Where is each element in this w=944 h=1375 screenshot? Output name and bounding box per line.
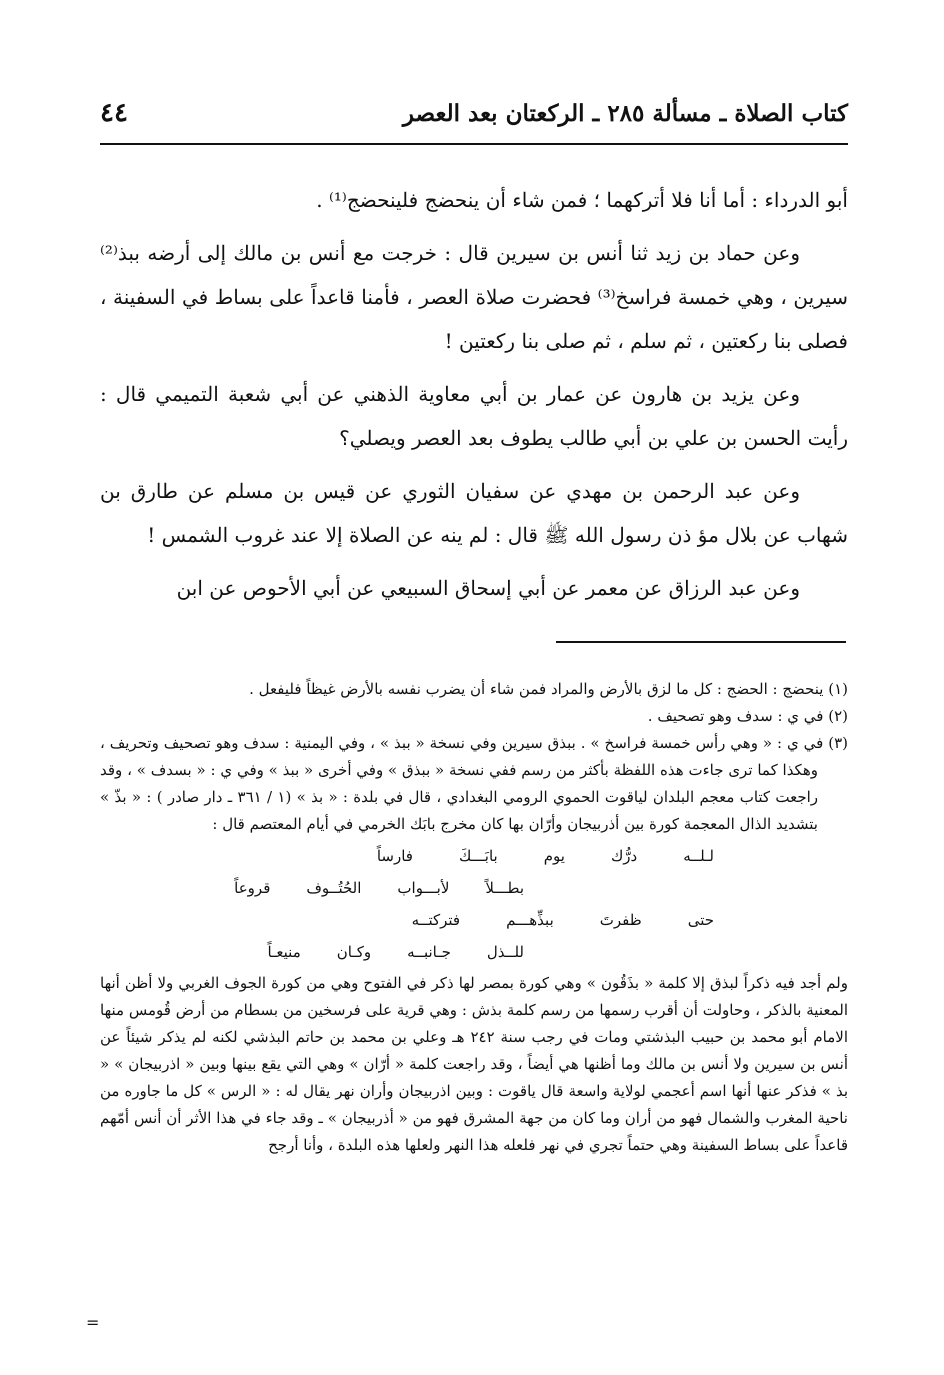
- poem-line: [194, 872, 754, 904]
- poem-line: [194, 904, 754, 936]
- poem-word: لـلــه: [683, 847, 714, 865]
- poem-word: درُّك: [610, 847, 638, 865]
- poem-word: للــذل: [486, 943, 524, 961]
- continuation-mark: =: [86, 1313, 100, 1332]
- header-rule: [100, 143, 848, 145]
- footnote-2: (٢) في ي : سدف وهو تصحيف .: [647, 707, 848, 725]
- poem-word: وكـان: [336, 943, 372, 961]
- footnote-1: (١) ينحضج : الحضج : كل ما لزق بالأرض والمراد فمن شاء أن يضرب نفسه بالأرض غيظاً فليفعل .: [249, 680, 848, 698]
- footnote-3-continued: ولم أجد فيه ذكراً لبذق إلا كلمة « بذَقُون » وهي كورة بمصر لها ذكر في الفتوح وهي من كورة الجوف الغربي ولا أظن أنها المعنية بالذكر ، وحاولت أن أقرب رسمها من رسم كلمة بذش : وهي قرية على فرسخين من بسطام من أرض قُومس منها الامام أبو محمد بن حبيب البذشتي ومات في رجب سنة ٢٤٢ هـ وعلي بن محمد بن حاتم البذشي لكنه لم يذكر شيئاً عن أنس بن سيرين ولا أنس بن مالك وما أظنها هي أيضاً ، وقد راجعت كلمة « أرّان » وهي التي يقع بينها وبين « اذربيجان » « بذ » فذكر عنها أنها اسم أعجمي لولاية واسعة قال ياقوت : وبين اذربيجان وأران نهر يقال له : « الرس » كل ما جاوره من ناحية المغرب والشمال فهو من أران وما كان من جهة المشرق فهو من « أذربيجان » ـ وقد جاء في هذا الأثر أن أنس أمّهم قاعداً على بساط السفينة وهي حتماً تجري في نهر فلعله هذا النهر ولعلها هذه البلدة ، وأنا أرجح: [100, 974, 848, 1154]
- poem-word: جـانبــه: [407, 943, 451, 961]
- poem-word: بطـــلاً: [485, 879, 524, 897]
- poem-line: [194, 936, 754, 968]
- main-paragraph: وعن عبد الرحمن بن مهدي عن سفيان الثوري عن قيس بن مسلم عن طارق بن شهاب عن بلال مؤ ذن رسول الله ﷺ قال : لم ينه عن الصلاة إلا عند غروب الشمس !: [100, 479, 848, 547]
- page-header: [100, 92, 848, 134]
- poem-word: يوم: [543, 847, 565, 865]
- poem-word: قروعاً: [234, 879, 271, 897]
- footnotes: [100, 676, 848, 1159]
- poem-word: منيعـاً: [267, 943, 301, 961]
- poem-word: الحُتُــوف: [306, 879, 362, 897]
- poem-line: [194, 840, 754, 872]
- main-paragraph: وعن حماد بن زيد ثنا أنس بن سيرين قال : خرجت مع أنس بن مالك إلى أرضه ببذ⁽²⁾ سيرين ، وهي خمسة فراسخ⁽³⁾ فحضرت صلاة العصر ، فأمنا قاعداً على بساط في السفينة ، فصلى بنا ركعتين ، ثم سلم ، ثم صلى بنا ركعتين !: [100, 241, 849, 353]
- main-paragraph: وعن يزيد بن هارون عن عمار بن أبي معاوية الذهني عن أبي شعبة التميمي قال : رأيت الحسن بن علي بن أبي طالب يطوف بعد العصر ويصلي؟: [100, 382, 848, 450]
- poem-word: لأبـــواب: [397, 879, 450, 897]
- main-paragraph: وعن عبد الرزاق عن معمر عن أبي إسحاق السبيعي عن أبي الأحوص عن ابن: [176, 576, 800, 600]
- poem-word: ببذِّهـــم: [506, 911, 554, 929]
- main-paragraph: أبو الدرداء : أما أنا فلا أتركهما ؛ فمن شاء أن ينحضج فلينحضج⁽¹⁾ .: [316, 188, 848, 212]
- footnote-rule: [556, 641, 846, 643]
- poem: [194, 840, 754, 968]
- poem-word: حتى: [687, 911, 714, 929]
- poem-word: فتركتــه: [411, 911, 461, 929]
- poem-word: ظفرتَ: [599, 911, 642, 929]
- poem-word: فارساً: [376, 847, 413, 865]
- poem-word: بابَـــكَ: [458, 847, 498, 865]
- main-text: [100, 178, 848, 619]
- running-title: كتاب الصلاة ـ مسألة ٢٨٥ ـ الركعتان بعد العصر: [402, 99, 848, 127]
- footnote-3: (٣) في ي : « وهي رأس خمسة فراسخ » . ببذق سيرين وفي نسخة « ببذ » ، وفي اليمنية : سدف وهو تصحيف وتحريف ، وهكذا كما ترى جاءت هذه اللفظة بأكثر من رسم ففي نسخة « ببذق » وفي أخرى « ببذ » وفي ي : « بسدف » ، وقد راجعت كتاب معجم البلدان لياقوت الحموي الرومي البغدادي ، قال في بلدة : « بذ » (١ / ٣٦١ ـ دار صادر ) : « بذّ » بتشديد الذال المعجمة كورة بين أذربيجان وأرّان بها كان مخرج بابَك الخرمي في أيام المعتصم قال :: [100, 734, 848, 833]
- page-number: ٤٤: [100, 98, 128, 128]
